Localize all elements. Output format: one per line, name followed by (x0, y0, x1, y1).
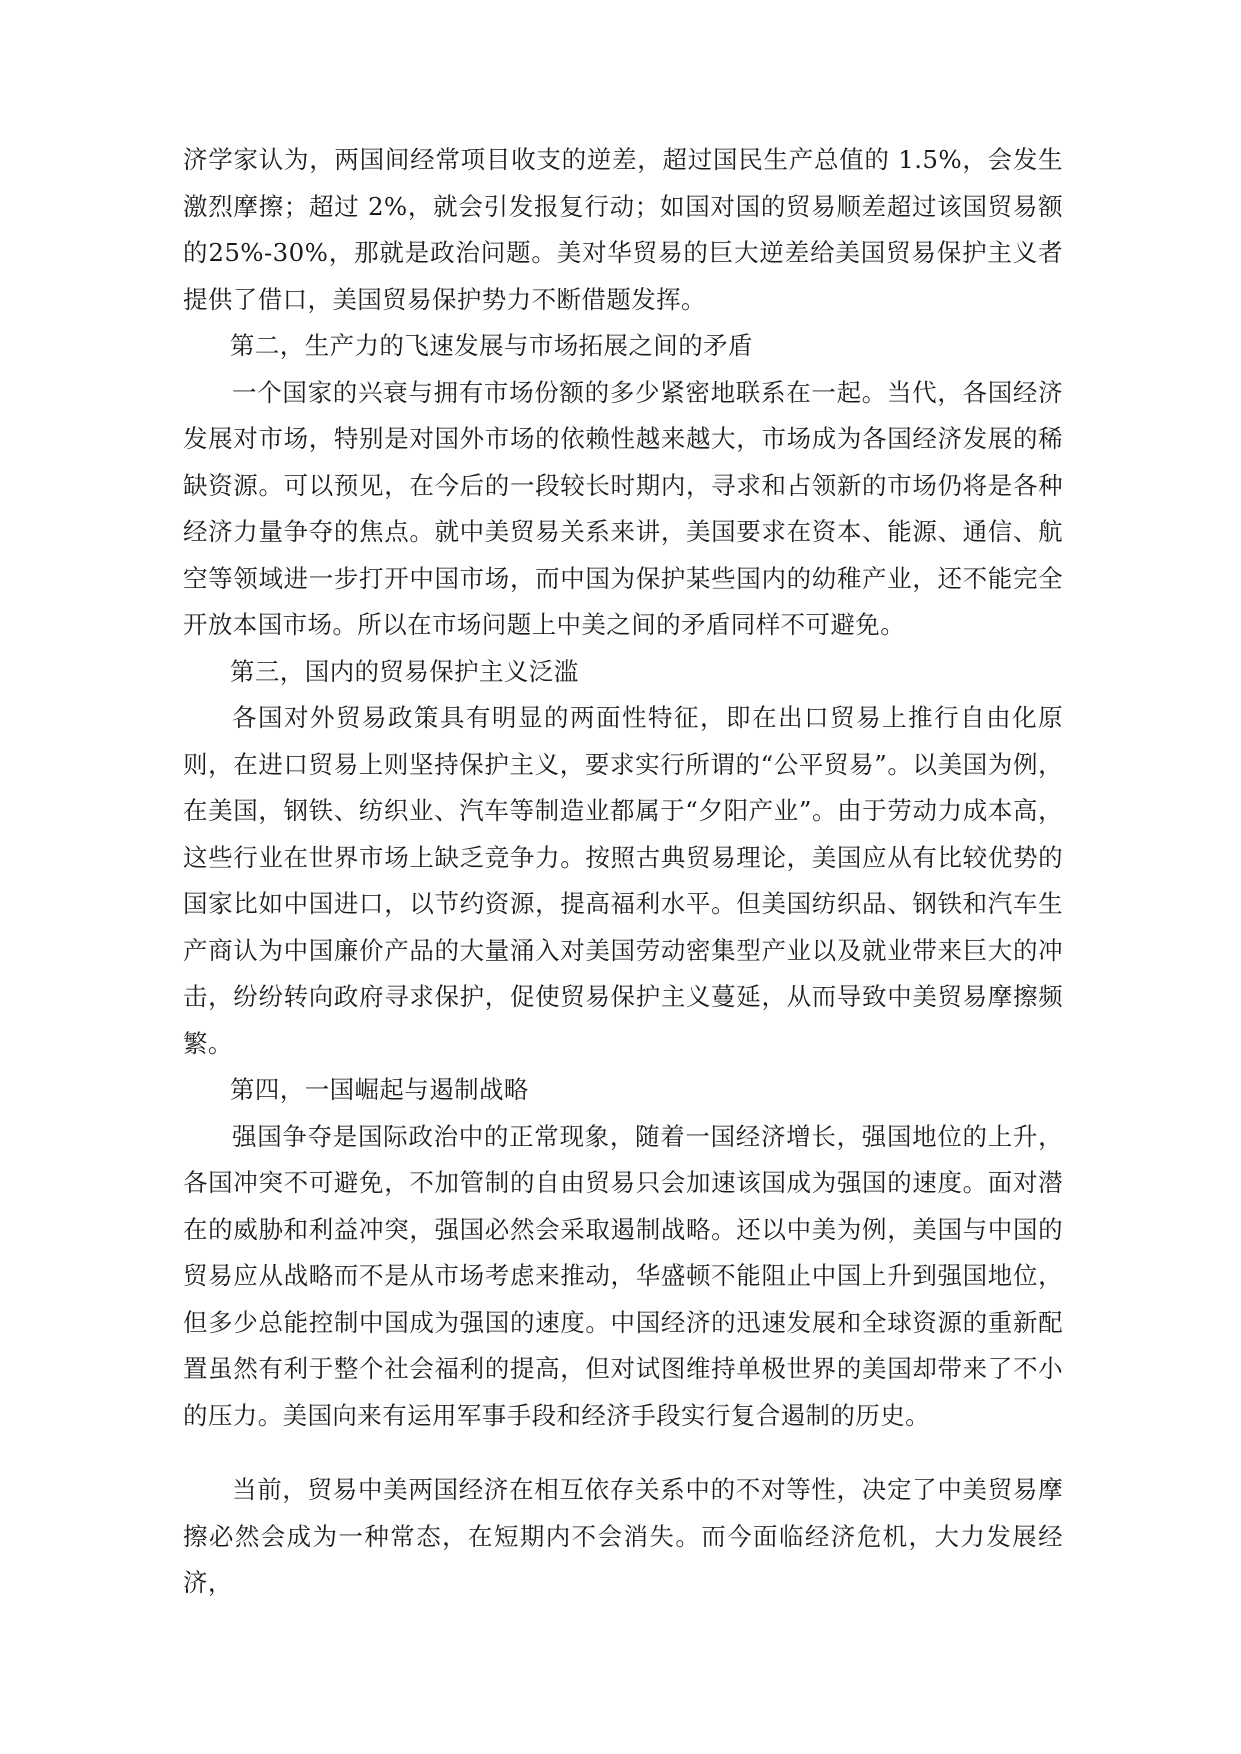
section-heading-fourth: 第四，一国崛起与遏制战略 (230, 1075, 529, 1104)
section-heading-second: 第二，生产力的飞速发展与市场拓展之间的矛盾 (230, 331, 753, 360)
paragraph-spacer (183, 1439, 1063, 1467)
paragraph-trade-protectionism: 各国对外贸易政策具有明显的两面性特征，即在出口贸易上推行自由化原则，在进口贸易上则坚持保护主义，要求实行所谓的“公平贸易”。以美国为例，在美国，钢铁、纺织业、汽车等制造业都属于“夕阳产业”。由于劳动力成本高，这些行业在世界市场上缺乏竞争力。按照古典贸易理论，美国应从有比较优势的国家比如中国进口，以节约资源，提高福利水平。但美国纺织品、钢铁和汽车生产商认为中国廉价产品的大量涌入对美国劳动密集型产业以及就业带来巨大的冲击，纷纷转向政府寻求保护，促使贸易保护主义蔓延，从而导致中美贸易摩擦频繁。 (183, 703, 1063, 1058)
document-body (183, 137, 1063, 1607)
paragraph-containment-strategy: 强国争夺是国际政治中的正常现象，随着一国经济增长，强国地位的上升，各国冲突不可避免，不加管制的自由贸易只会加速该国成为强国的速度。面对潜在的威胁和利益冲突，强国必然会采取遏制战略。还以中美为例，美国与中国的贸易应从战略而不是从市场考虑来推动，华盛顿不能阻止中国上升到强国地位，但多少总能控制中国成为强国的速度。中国经济的迅速发展和全球资源的重新配置虽然有利于整个社会福利的提高，但对试图维持单极世界的美国却带来了不小的压力。美国向来有运用军事手段和经济手段实行复合遏制的历史。 (183, 1121, 1063, 1430)
paragraph-current-situation: 当前，贸易中美两国经济在相互依存关系中的不对等性，决定了中美贸易摩擦必然会成为一种常态，在短期内不会消失。而今面临经济危机，大力发展经济， (183, 1475, 1063, 1597)
paragraph-continuation: 济学家认为，两国间经常项目收支的逆差，超过国民生产总值的 1.5%，会发生激烈摩擦；超过 2%，就会引发报复行动；如国对国的贸易顺差超过该国贸易额的25%-30%，那就是政治问题。美对华贸易的巨大逆差给美国贸易保护主义者提供了借口，美国贸易保护势力不断借题发挥。 (183, 145, 1063, 314)
section-heading-third: 第三，国内的贸易保护主义泛滥 (230, 656, 579, 686)
paragraph-market-expansion: 一个国家的兴衰与拥有市场份额的多少紧密地联系在一起。当代，各国经济发展对市场，特别是对国外市场的依赖性越来越大，市场成为各国经济发展的稀缺资源。可以预见，在今后的一段较长时期内，寻求和占领新的市场仍将是各种经济力量争夺的焦点。就中美贸易关系来讲，美国要求在资本、能源、通信、航空等领域进一步打开中国市场，而中国为保护某些国内的幼稚产业，还不能完全开放本国市场。所以在市场问题上中美之间的矛盾同样不可避免。 (183, 377, 1063, 639)
